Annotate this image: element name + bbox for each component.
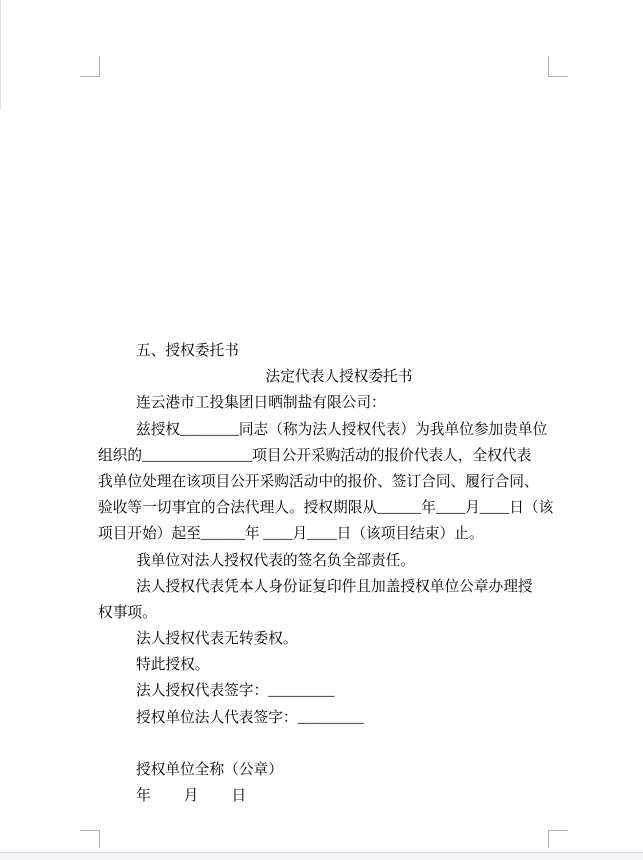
- margin-mark-bottom-left: [80, 830, 100, 848]
- body-line-term-end: 项目开始）起至______年 ____月____日（该项目结束）止。: [98, 526, 484, 543]
- responsibility-line: 我单位对法人授权代表的签名负全部责任。: [136, 552, 416, 569]
- id-copy-line: 法人授权代表凭本人身份证复印件且加盖授权单位公章办理授: [136, 578, 533, 595]
- date-line: 年 月 日: [136, 788, 247, 805]
- body-line-scope: 我单位处理在该项目公开采购活动中的报价、签订合同、履行合同、: [98, 473, 539, 490]
- salutation: 连云港市工投集团日晒制盐有限公司：: [136, 395, 386, 412]
- representative-signature-line: 法人授权代表签字：_________: [136, 683, 335, 700]
- unit-name-seal-line: 授权单位全称（公章）: [136, 762, 283, 778]
- section-heading: 五、授权委托书: [136, 343, 239, 359]
- margin-mark-bottom-right: [548, 830, 568, 848]
- document-title: 法定代表人授权委托书: [265, 369, 413, 386]
- workspace-below-page: [0, 853, 643, 860]
- legal-rep-signature-line: 授权单位法人代表签字：_________: [136, 709, 364, 726]
- hereby-authorize-line: 特此授权。: [136, 657, 210, 674]
- body-line-authorize: 兹授权________同志（称为法人授权代表）为我单位参加贵单位: [136, 421, 548, 438]
- no-subdelegation-line: 法人授权代表无转委权。: [136, 631, 298, 648]
- id-copy-line-wrap: 权事项。: [98, 604, 157, 621]
- document-text-area[interactable]: [98, 338, 554, 809]
- margin-mark-top-left: [80, 56, 100, 77]
- margin-mark-top-right: [548, 56, 568, 77]
- body-line-project: 组织的_______________项目公开采购活动的报价代表人，全权代表: [98, 447, 532, 464]
- body-line-term-start: 验收等一切事宜的合法代理人。授权期限从______年____月____日（该: [98, 500, 554, 517]
- blank-line: [98, 731, 547, 757]
- page-left-edge: [0, 0, 1, 110]
